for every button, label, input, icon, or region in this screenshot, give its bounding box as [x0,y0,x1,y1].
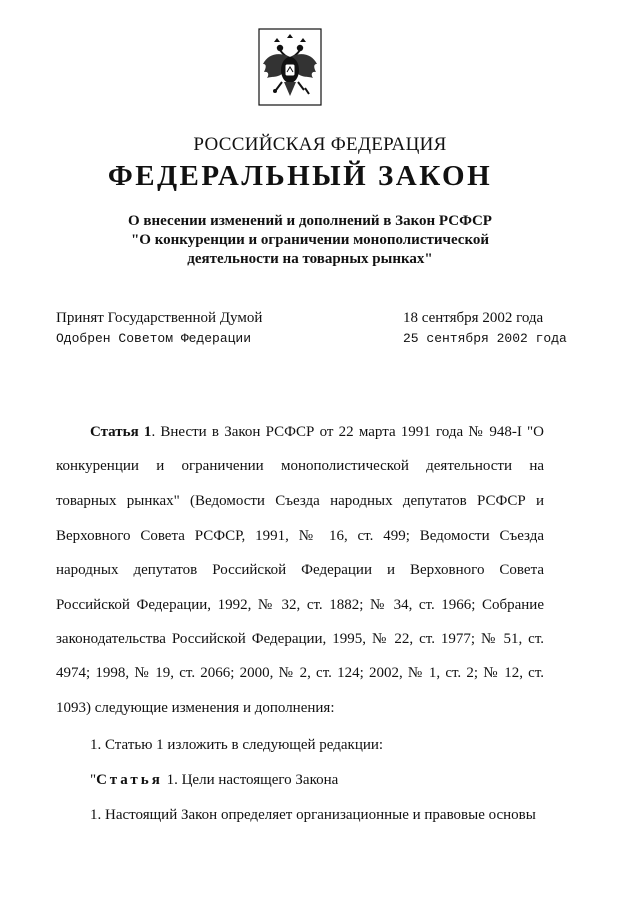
article-line: законодательства Российской Федерации, 1995, № 22, ст. 1977; № 51, ст. [56,631,544,647]
subitem-1: 1. Настоящий Закон определяет организационные и правовые основы [90,807,536,823]
law-title [90,212,530,269]
quoted-article-heading: "Статья 1. Цели настоящего Закона [90,772,339,788]
article-heading: Статья 1 [90,424,152,440]
article-line: Российской Федерации, 1992, № 32, ст. 1882; № 34, ст. 1966; Собрание [56,597,544,613]
article-line: товарных рынках" (Ведомости Съезда народных депутатов РСФСР и [56,493,544,509]
item-1: 1. Статью 1 изложить в следующей редакции: [90,737,384,753]
article-line: 4974; 1998, № 19, ст. 2066; 2000, № 2, ст. 124; 2002, № 1, ст. 2; № 12, ст. [56,665,544,681]
article-line: Статья 1. Внести в Закон РСФСР от 22 марта 1991 года № 948-I "О [90,424,545,440]
duma-adoption-label: Принят Государственной Думой [56,310,263,326]
council-approval-date: 25 сентября 2002 года [403,331,567,346]
law-type-heading: ФЕДЕРАЛЬНЫЙ ЗАКОН [107,160,493,192]
law-title-line: "О конкуренции и ограничении монополистической [130,232,490,248]
law-title-line: О внесении изменений и дополнений в Закон РСФСР [128,213,492,229]
quoted-article-label: Статья [96,772,163,788]
law-title-line: деятельности на товарных рынках" [187,251,433,267]
article-line: народных депутатов Российской Федерации и Верховного Совета [56,562,544,578]
country-name: РОССИЙСКАЯ ФЕДЕРАЦИЯ [193,134,447,155]
article-line: 1093) следующие изменения и дополнения: [56,700,335,716]
council-approval-label: Одобрен Советом Федерации [56,331,252,346]
double-headed-eagle-coat-of-arms-icon [258,28,322,106]
article-line: Верховного Совета РСФСР, 1991, № 16, ст. 499; Ведомости Съезда [56,528,544,544]
duma-adoption-date: 18 сентября 2002 года [403,310,544,326]
article-line: конкуренции и ограничении монополистической деятельности на [56,458,544,474]
